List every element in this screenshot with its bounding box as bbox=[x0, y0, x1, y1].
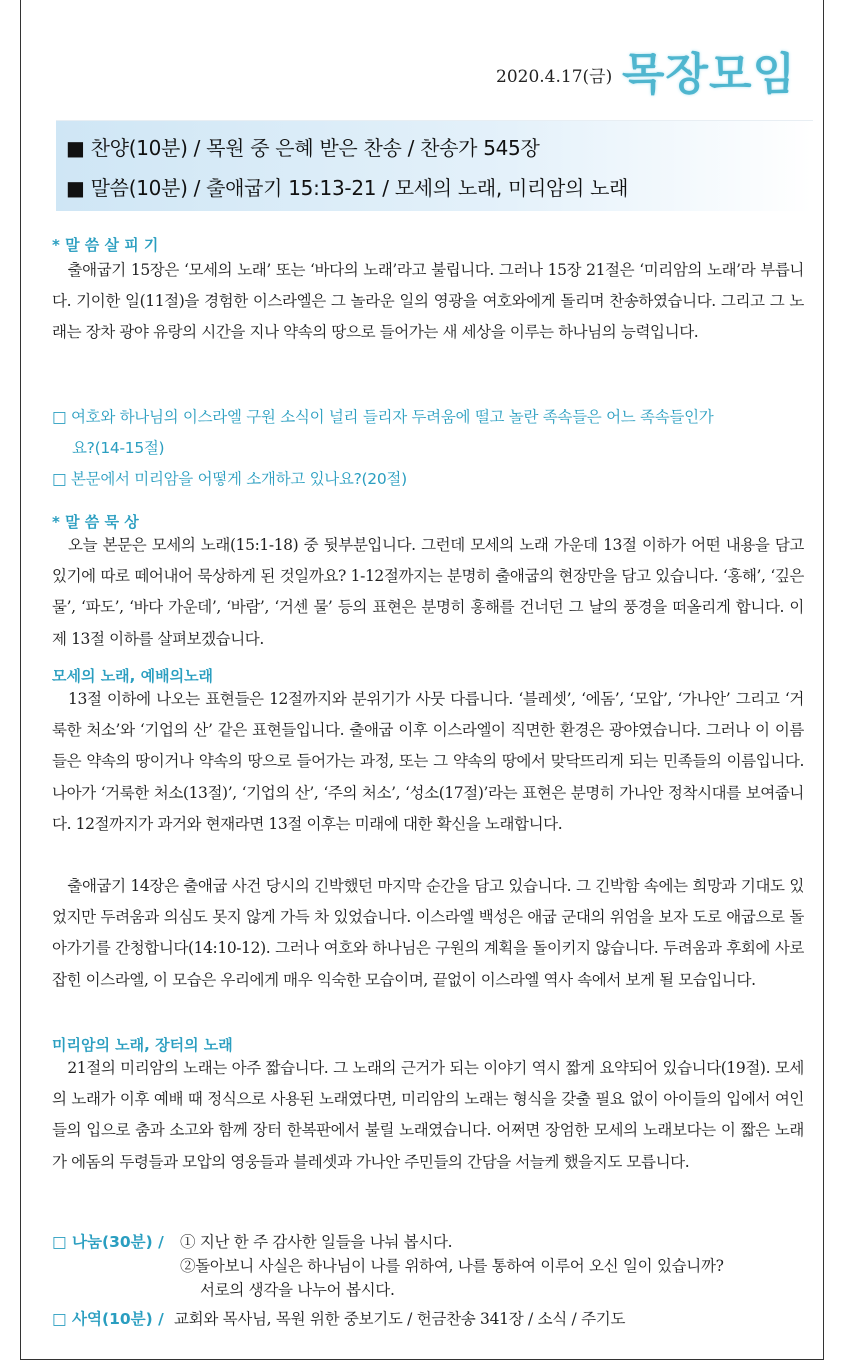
question-1-cont: 요?(14-15절) bbox=[72, 439, 165, 457]
scripture-line: ■ 말씀(10분) / 출애굽기 15:13-21 / 모세의 노래, 미리암의 노래 bbox=[66, 176, 629, 200]
worship-line: ■ 찬양(10분) / 목원 중 은혜 받은 찬송 / 찬송가 545장 bbox=[66, 136, 540, 160]
section-heading-meditate: * 말 씀 묵 상 bbox=[52, 513, 139, 531]
question-1: □ 여호와 하나님의 이스라엘 구원 소식이 널리 들리자 두려움에 떨고 놀란 족속들은 어느 족속들인가 bbox=[52, 408, 714, 426]
ministry-label: □ 사역(10분) / bbox=[52, 1310, 164, 1328]
meeting-date: 2020.4.17(금) bbox=[496, 67, 613, 87]
sharing-label: □ 나눔(30분) / bbox=[52, 1233, 164, 1251]
section-body-moses-song-2: 출애굽기 14장은 출애굽 사건 당시의 긴박했던 마지막 순간을 담고 있습니다. 그 긴박함 속에는 희망과 기대도 있었지만 두려움과 의심도 못지 않게 가득 차 있었습니다. 이스라엘 백성은 애굽 군대의 위엄을 보자 도로 애굽으로 돌아가기를 간청합니다(14:10-12). 그러나 여호와 하나님은 구원의 계획을 돌이키지 않습니다. 두려움과 후회에 사로잡힌 이스라엘, 이 모습은 우리에게 매우 익숙한 모습이며, 끝없이 이스라엘 역사 속에서 보게 될 모습입니다. bbox=[52, 877, 804, 989]
page-title: 목장모임 bbox=[622, 49, 797, 100]
sharing-item-2-cont: 서로의 생각을 나누어 봅시다. bbox=[200, 1281, 395, 1299]
section-heading-miriam-song: 미리암의 노래, 장터의 노래 bbox=[52, 1036, 233, 1054]
section-heading-moses-song: 모세의 노래, 예배의노래 bbox=[52, 667, 214, 685]
sharing-item-1: ① 지난 한 주 감사한 일들을 나눠 봅시다. bbox=[180, 1233, 453, 1251]
section-body-meditate: 오늘 본문은 모세의 노래(15:1-18) 중 뒷부분입니다. 그런데 모세의 노래 가운데 13절 이하가 어떤 내용을 담고 있기에 따로 떼어내어 묵상하게 된 것일까요? 1-12절까지는 분명히 출애굽의 현장만을 담고 있습니다. ‘홍해’, ‘깊은 물’, ‘파도’, ‘바다 가운데’, ‘바람’, ‘거센 물’ 등의 표현은 분명히 홍해를 건너던 그 날의 풍경을 떠올리게 합니다. 이제 13절 이하를 살펴보겠습니다. bbox=[52, 536, 804, 648]
section-body-miriam-song: 21절의 미리암의 노래는 아주 짧습니다. 그 노래의 근거가 되는 이야기 역시 짧게 요약되어 있습니다(19절). 모세의 노래가 이후 예배 때 정식으로 사용된 노래였다면, 미리암의 노래는 형식을 갖출 필요 없이 아이들의 입에서 여인들의 입으로 춤과 소고와 함께 장터 한복판에서 불릴 노래였습니다. 어쩌면 장엄한 모세의 노래보다는 이 짧은 노래가 에돔의 두령들과 모압의 영웅들과 블레셋과 가나안 주민들의 간담을 서늘케 했을지도 모릅니다. bbox=[52, 1059, 804, 1171]
sharing-item-2: ②돌아보니 사실은 하나님이 나를 위하여, 나를 통하여 이루어 오신 일이 있습니까? bbox=[180, 1257, 724, 1275]
section-body-moses-song-1: 13절 이하에 나오는 표현들은 12절까지와 분위기가 사뭇 다릅니다. ‘블레셋’, ‘에돔’, ‘모압’, ‘가나안’ 그리고 ‘거룩한 처소’와 ‘기업의 산’ 같은 표현들입니다. 출애굽 이후 이스라엘이 직면한 환경은 광야였습니다. 그러나 이 이름들은 약속의 땅이거나 약속의 땅으로 들어가는 과정, 또는 그 약속의 땅에서 맞닥뜨리게 되는 민족들의 이름입니다. 나아가 ‘거룩한 처소(13절)’, ‘기업의 산’, ‘주의 처소’, ‘성소(17절)’라는 표현은 분명히 가나안 정착시대를 보여줍니다. 12절까지가 과거와 현재라면 13절 이후는 미래에 대한 확신을 노래합니다. bbox=[52, 690, 804, 833]
question-2: □ 본문에서 미리암을 어떻게 소개하고 있나요?(20절) bbox=[52, 470, 407, 488]
ministry-text: 교회와 목사님, 목원 위한 중보기도 / 헌금찬송 341장 / 소식 / 주기도 bbox=[174, 1310, 626, 1328]
section-heading-observe: * 말 씀 살 피 기 bbox=[52, 236, 159, 254]
section-body-observe: 출애굽기 15장은 ‘모세의 노래’ 또는 ‘바다의 노래’라고 불립니다. 그러나 15장 21절은 ‘미리암의 노래’라 부릅니다. 기이한 일(11절)을 경험한 이스라엘은 그 놀라운 일의 영광을 여호와에게 돌리며 찬송하였습니다. 그리고 그 노래는 장차 광야 유랑의 시간을 지나 약속의 땅으로 들어가는 새 세상을 이루는 하나님의 능력입니다. bbox=[52, 261, 804, 342]
